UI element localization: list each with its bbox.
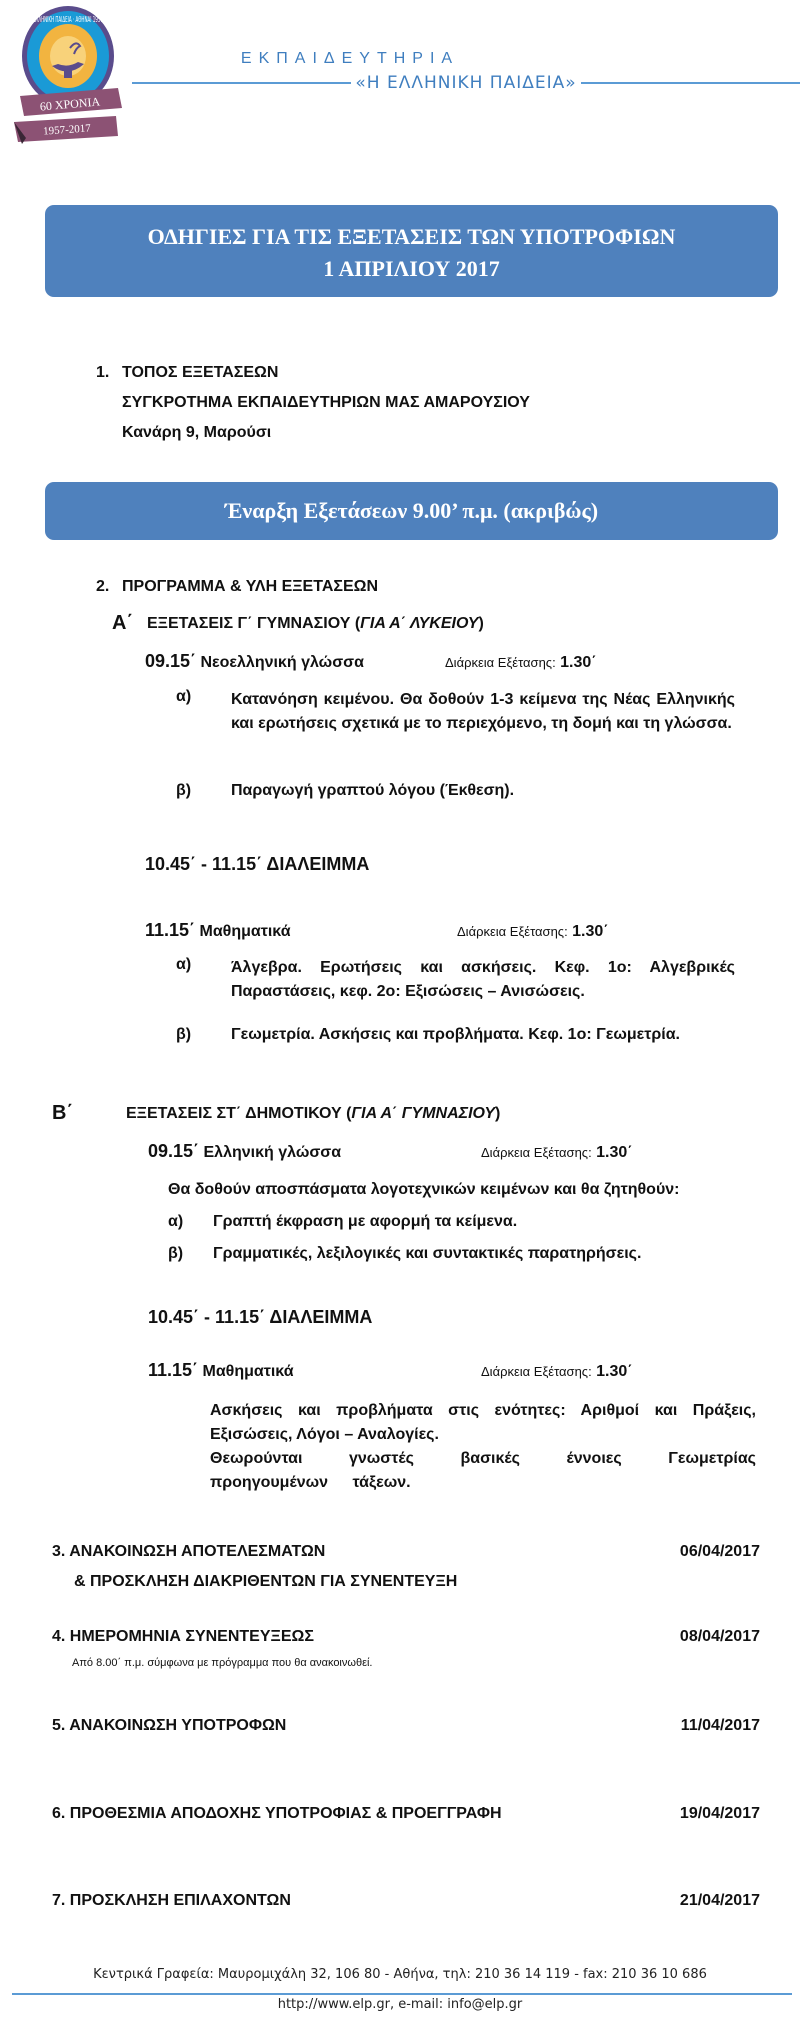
footer-web[interactable]: http://www.elp.gr, e-mail: <box>277 1997 448 2012</box>
partA-exam2-duration <box>457 923 609 941</box>
section2-heading: ΠΡΟΓΡΑΜΜΑ & ΥΛΗ ΕΞΕΤΑΣΕΩΝ <box>122 578 379 595</box>
duration-value: 1.30΄ <box>560 654 597 671</box>
list-item-text: Γραμματικές, λεξιλογικές και συντακτικές παρατηρήσεις. <box>213 1245 642 1262</box>
partA-letter: Α΄ <box>112 612 134 634</box>
milestone-title: 4. ΗΜΕΡΟΜΗΝΙΑ ΣΥΝΕΝΤΕΥΞΕΩΣ <box>52 1628 314 1645</box>
logo-ribbon-bottom: 1957-2017 <box>42 122 92 138</box>
milestone-title: 5. ΑΝΑΚΟΙΝΩΣΗ ΥΠΟΤΡΟΦΩΝ <box>52 1717 287 1734</box>
partA-exam1-subject: Νεοελληνική γλώσσα <box>200 654 364 671</box>
partB-letter: Β΄ <box>52 1102 74 1124</box>
logo-ribbon-top: 60 ΧΡΟΝΙΑ <box>39 94 101 114</box>
list-item-text: Γραπτή έκφραση με αφορμή τα κείμενα. <box>213 1213 518 1230</box>
duration-label: Διάρκεια Εξέτασης: <box>445 655 556 670</box>
partB-title-plain: ΕΞΕΤΑΣΕΙΣ ΣΤ΄ ΔΗΜΟΤΙΚΟΥ ( <box>126 1105 352 1122</box>
section1-number: 1. <box>96 364 110 381</box>
partA-title-plain: ΕΞΕΤΑΣΕΙΣ Γ΄ ΓΥΜΝΑΣΙΟΥ ( <box>147 615 361 632</box>
partB-exam2-duration <box>481 1363 633 1381</box>
partB-exam2-para1: Ασκήσεις και προβλήματα στις ενότητες: Αριθμοί και Πράξεις, Εξισώσεις, Λόγοι – Αναλογίες. <box>210 1402 756 1443</box>
title-line2: 1 ΑΠΡΙΛΙΟΥ 2017 <box>323 256 500 281</box>
partB-exam2-row <box>148 1360 294 1381</box>
milestone-date: 11/04/2017 <box>680 1717 760 1734</box>
partB-exam1-row <box>148 1141 341 1162</box>
partB-break: 10.45΄ - 11.15΄ ΔΙΑΛΕΙΜΜΑ <box>148 1307 373 1327</box>
footer-email[interactable]: info@elp.gr <box>447 1997 523 2012</box>
duration-value: 1.30΄ <box>596 1144 633 1161</box>
title-line1: ΟΔΗΓΙΕΣ ΓΙΑ ΤΙΣ ΕΞΕΤΑΣΕΙΣ ΤΩΝ ΥΠΟΤΡΟΦΙΩΝ <box>147 224 676 249</box>
footer-address: Κεντρικά Γραφεία: Μαυρομιχάλη 32, 106 80 - Αθήνα, τηλ: 210 36 14 119 - fax: 210 36 10 686 <box>93 1967 707 1982</box>
section1-heading: ΤΟΠΟΣ ΕΞΕΤΑΣΕΩΝ <box>122 364 279 381</box>
milestone-subtitle: & ΠΡΟΣΚΛΗΣΗ ΔΙΑΚΡΙΘΕΝΤΩΝ ΓΙΑ ΣΥΝΕΝΤΕΥΞΗ <box>74 1573 458 1590</box>
list-label: α) <box>176 956 192 973</box>
milestone-note: Από 8.00΄ π.μ. σύμφωνα με πρόγραμμα που θα ανακοινωθεί. <box>72 1657 373 1669</box>
partB-exam1-duration <box>481 1144 633 1162</box>
partB-exam2-para2: Θεωρούνται γνωστές βασικές έννοιες Γεωμετρίας προηγουμένων τάξεων. <box>210 1450 756 1491</box>
start-time-banner: Έναρξη Εξετάσεων 9.00’ π.μ. (ακριβώς) <box>45 482 778 540</box>
section2-number: 2. <box>96 578 110 595</box>
milestone-date: 21/04/2017 <box>679 1892 760 1909</box>
partA-title-close: ) <box>478 615 484 632</box>
milestone-title: 7. ΠΡΟΣΚΛΗΣΗ ΕΠΙΛΑΧΟΝΤΩΝ <box>52 1892 291 1909</box>
milestone-title: 6. ΠΡΟΘΕΣΜΙΑ ΑΠΟΔΟΧΗΣ ΥΠΟΤΡΟΦΙΑΣ & ΠΡΟΕΓΓΡΑΦΗ <box>52 1805 502 1822</box>
partB-title <box>126 1105 500 1123</box>
list-label: α) <box>176 688 192 705</box>
logo-emblem-icon <box>12 4 130 150</box>
list-label: β) <box>168 1245 184 1262</box>
brand-rule-left <box>132 82 351 84</box>
footer-rule <box>12 1993 792 1995</box>
duration-label: Διάρκεια Εξέτασης: <box>481 1364 592 1379</box>
list-item-text: Γεωμετρία. Ασκήσεις και προβλήματα. Κεφ. 1ο: Γεωμετρία. <box>231 1026 680 1043</box>
milestone-date: 08/04/2017 <box>679 1628 760 1645</box>
milestone-date: 06/04/2017 <box>679 1543 760 1560</box>
partB-exam1-subject: Ελληνική γλώσσα <box>203 1144 342 1161</box>
duration-label: Διάρκεια Εξέτασης: <box>457 924 568 939</box>
duration-value: 1.30΄ <box>596 1363 633 1380</box>
partB-exam2-time: 11.15΄ <box>148 1360 199 1380</box>
partB-exam1-time: 09.15΄ <box>148 1141 200 1161</box>
partA-exam1-duration <box>445 654 597 672</box>
partA-exam1-time: 09.15΄ <box>145 651 197 671</box>
partB-title-italic: ΓΙΑ Α΄ ΓΥΜΝΑΣΙΟΥ <box>351 1105 495 1122</box>
section1-venue: ΣΥΓΚΡΟΤΗΜΑ ΕΚΠΑΙΔΕΥΤΗΡΙΩΝ ΜΑΣ ΑΜΑΡΟΥΣΙΟΥ <box>122 394 530 411</box>
list-item-text: Κατανόηση κειμένου. Θα δοθούν 1-3 κείμενα της Νέας Ελληνικής και ερωτήσεις σχετικά με το περιεχόμενο, τη δομή και τη γλώσσα. <box>231 691 735 732</box>
duration-value: 1.30΄ <box>572 923 609 940</box>
partA-exam2-time: 11.15΄ <box>145 920 196 940</box>
list-label: α) <box>168 1213 184 1230</box>
partA-title-italic: ΓΙΑ Α΄ ΛΥΚΕΙΟΥ <box>360 615 479 632</box>
partA-break: 10.45΄ - 11.15΄ ΔΙΑΛΕΙΜΜΑ <box>145 854 370 874</box>
partA-exam2-subject: Μαθηματικά <box>199 923 291 940</box>
brand-rule-right <box>581 82 800 84</box>
duration-label: Διάρκεια Εξέτασης: <box>481 1145 592 1160</box>
list-label: β) <box>176 1026 192 1043</box>
title-banner <box>45 205 778 297</box>
partB-exam2-subject: Μαθηματικά <box>202 1363 294 1380</box>
footer-contact <box>0 1997 800 2012</box>
list-label: β) <box>176 782 192 799</box>
milestone-date: 19/04/2017 <box>679 1805 760 1822</box>
brand-row <box>132 72 800 94</box>
list-item-text: Παραγωγή γραπτού λόγου (Έκθεση). <box>231 782 515 799</box>
section1-address: Κανάρη 9, Μαρούσι <box>122 424 272 441</box>
partA-exam1-row <box>145 651 364 672</box>
brand-name-line1: ΕΚΠΑΙΔΕΥΤΗΡΙΑ <box>240 50 460 67</box>
partA-title <box>147 615 484 633</box>
list-item-text: Άλγεβρα. Ερωτήσεις και ασκήσεις. Κεφ. 1ο: Αλγεβρικές Παραστάσεις, κεφ. 2ο: Εξισώσεις – Ανισώσεις. <box>231 959 735 1000</box>
milestone-title: 3. ΑΝΑΚΟΙΝΩΣΗ ΑΠΟΤΕΛΕΣΜΑΤΩΝ <box>52 1543 326 1560</box>
brand-name-line2: «Η ΕΛΛΗΝΙΚΗ ΠΑΙΔΕΙΑ» <box>355 73 577 93</box>
partB-title-close: ) <box>495 1105 501 1122</box>
logo-ring-text: ΕΛΛΗΝΙΚΗ ΠΑΙΔΕΙΑ · ΑΘΗΝΑΙ 1957 <box>33 15 103 24</box>
partB-exam1-intro: Θα δοθούν αποσπάσματα λογοτεχνικών κειμένων και θα ζητηθούν: <box>168 1181 680 1198</box>
school-logo <box>12 4 130 150</box>
partA-exam2-row <box>145 920 291 941</box>
